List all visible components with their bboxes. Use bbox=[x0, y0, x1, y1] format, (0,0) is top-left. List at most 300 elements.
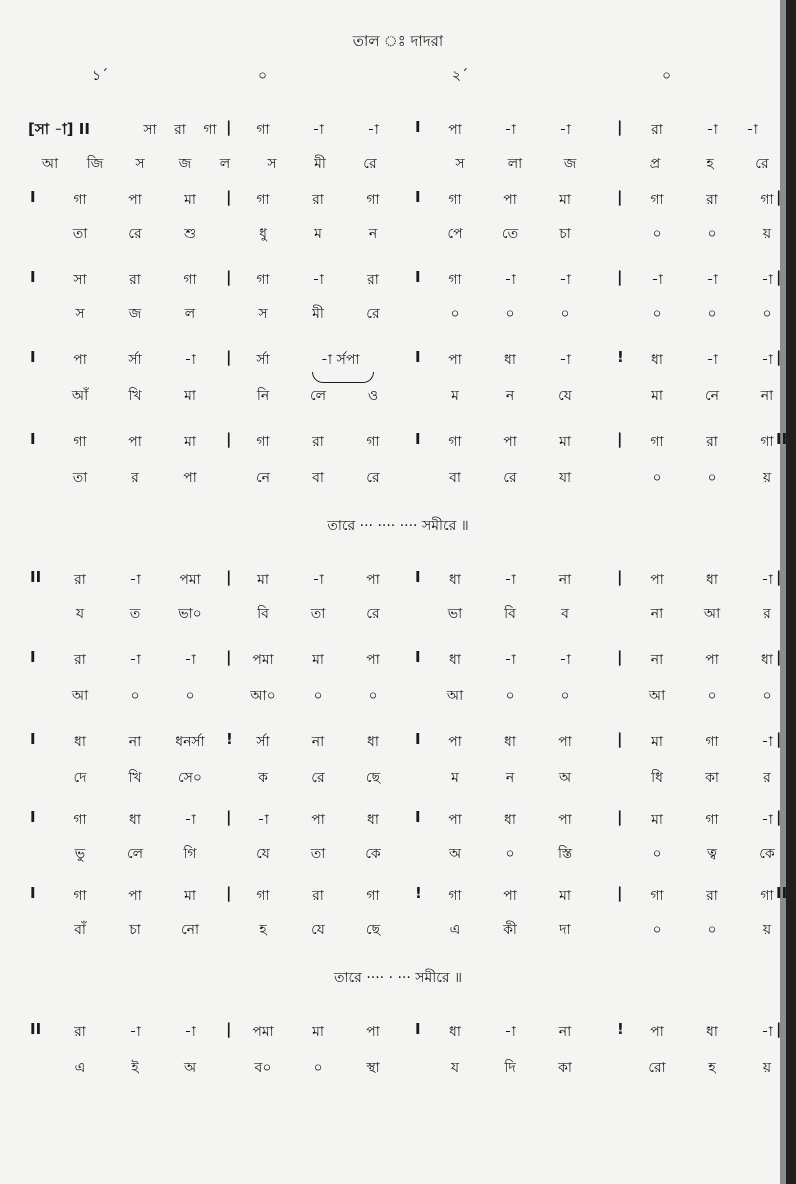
lyric-syllable: স bbox=[455, 156, 465, 172]
swara-note: পা bbox=[128, 192, 142, 208]
swara-note: -া bbox=[257, 812, 269, 828]
swara-note: সা bbox=[143, 122, 157, 138]
swara-note: -া bbox=[706, 122, 718, 138]
swara-note: পা bbox=[448, 734, 462, 750]
swara-note: রা bbox=[74, 652, 86, 668]
lyric-syllable: হ bbox=[259, 922, 267, 938]
swara-note: রা bbox=[312, 434, 324, 450]
lyric-syllable: ০ bbox=[652, 226, 662, 242]
swara-note: -া bbox=[761, 572, 773, 588]
swara-note: পমা bbox=[252, 1024, 274, 1040]
lyric-syllable: লে bbox=[309, 388, 327, 404]
lyric-syllable: এ bbox=[449, 922, 461, 938]
bar-line: I bbox=[415, 430, 421, 448]
lyric-syllable: য় bbox=[762, 922, 772, 938]
tala-mark: ২´ bbox=[452, 68, 469, 84]
swara-note: রা bbox=[174, 122, 186, 138]
lyric-syllable: আ bbox=[41, 156, 59, 172]
swara-note: গা bbox=[256, 122, 270, 138]
swara-note: মা bbox=[184, 434, 196, 450]
bar-line: I bbox=[415, 118, 421, 136]
lyric-syllable: ০ bbox=[707, 688, 717, 704]
lyric-syllable: গি bbox=[183, 846, 197, 862]
swara-note: পা bbox=[128, 888, 142, 904]
lyric-row bbox=[0, 302, 796, 322]
bar-line: | bbox=[226, 268, 232, 286]
lyric-syllable: হ bbox=[708, 1060, 716, 1076]
lyric-syllable: তা bbox=[310, 846, 326, 862]
lyric-syllable: ল bbox=[219, 156, 231, 172]
swara-note: গা bbox=[448, 888, 462, 904]
lyric-syllable: মী bbox=[314, 156, 326, 172]
row-start-marker: II bbox=[30, 568, 42, 586]
swara-note: ধা bbox=[504, 352, 516, 368]
lyric-syllable: তা bbox=[310, 606, 326, 622]
swara-row bbox=[0, 568, 796, 588]
swara-row bbox=[0, 884, 796, 904]
swara-note: -া bbox=[504, 1024, 516, 1040]
swara-note: রা bbox=[367, 272, 379, 288]
lyric-syllable: খি bbox=[128, 770, 142, 786]
swara-note: গা bbox=[650, 888, 664, 904]
lyric-syllable: তা bbox=[72, 470, 88, 486]
swara-note: গা bbox=[366, 434, 380, 450]
swara-note: র্সা bbox=[128, 352, 142, 368]
swara-row bbox=[0, 188, 796, 208]
swara-note: মা bbox=[651, 734, 663, 750]
lyric-syllable: স্থা bbox=[366, 1060, 380, 1076]
bar-line: ! bbox=[226, 730, 233, 748]
lyric-syllable: ০ bbox=[313, 688, 323, 704]
swara-note: গা bbox=[650, 434, 664, 450]
swara-note: ধা bbox=[504, 812, 516, 828]
swara-note: মা bbox=[559, 888, 571, 904]
lyric-syllable: নে bbox=[704, 388, 720, 404]
lyric-syllable: য় bbox=[762, 1060, 772, 1076]
lyric-syllable: য় bbox=[762, 226, 772, 242]
lyric-syllable: হ bbox=[706, 156, 714, 172]
swara-note: মা bbox=[184, 888, 196, 904]
lyric-syllable: বি bbox=[504, 606, 516, 622]
lyric-syllable: ০ bbox=[762, 306, 772, 322]
swara-note: পা bbox=[650, 1024, 664, 1040]
swara-note: পা bbox=[558, 734, 572, 750]
lyric-syllable: ০ bbox=[652, 846, 662, 862]
swara-note: পা bbox=[503, 888, 517, 904]
swara-note: না bbox=[311, 734, 325, 750]
swara-note: রা bbox=[312, 192, 324, 208]
swara-note: গা bbox=[760, 888, 774, 904]
swara-note: পা bbox=[448, 352, 462, 368]
swara-note: ধা bbox=[449, 1024, 461, 1040]
swara-note: পা bbox=[503, 434, 517, 450]
swara-note: -া bbox=[559, 652, 571, 668]
swara-note: রা bbox=[651, 122, 663, 138]
lyric-syllable: চা bbox=[129, 922, 141, 938]
swara-note: রা bbox=[706, 434, 718, 450]
swara-row bbox=[0, 1020, 796, 1040]
lyric-syllable: য bbox=[75, 606, 85, 622]
swara-note: পা bbox=[448, 812, 462, 828]
lyric-syllable: র bbox=[763, 770, 771, 786]
swara-note: গা bbox=[366, 888, 380, 904]
swara-row bbox=[0, 118, 796, 138]
lyric-row bbox=[0, 384, 796, 404]
swara-note: গা bbox=[448, 434, 462, 450]
swara-note: মা bbox=[257, 572, 269, 588]
lyric-syllable: লে bbox=[126, 846, 144, 862]
swara-note: পমা bbox=[179, 572, 201, 588]
lyric-syllable: ধি bbox=[651, 770, 663, 786]
lyric-row bbox=[0, 466, 796, 486]
swara-note: গা bbox=[73, 192, 87, 208]
lyric-syllable: বাঁ bbox=[74, 922, 86, 938]
lyric-syllable: য় bbox=[762, 470, 772, 486]
swara-row bbox=[0, 808, 796, 828]
tala-mark: ১´ bbox=[92, 68, 109, 84]
swara-note: -া bbox=[559, 352, 571, 368]
lyric-syllable: রে bbox=[363, 156, 377, 172]
bar-line: | bbox=[617, 268, 623, 286]
lyric-syllable: খি bbox=[128, 388, 142, 404]
lyric-syllable: ০ bbox=[130, 688, 140, 704]
refrain-line: তারে ··· ···· ···· সমীরে ॥ bbox=[327, 518, 469, 534]
lyric-syllable: ক bbox=[258, 770, 268, 786]
swara-note: -া bbox=[761, 1024, 773, 1040]
page-title: তাল ঃ দাদরা bbox=[352, 32, 444, 50]
bar-line: | bbox=[226, 1020, 232, 1038]
lyric-syllable: ০ bbox=[652, 470, 662, 486]
lyric-syllable: কা bbox=[558, 1060, 572, 1076]
row-end-marker: | bbox=[776, 1020, 782, 1038]
lyric-syllable: রে bbox=[755, 156, 769, 172]
lyric-row bbox=[0, 766, 796, 786]
bar-line: | bbox=[226, 568, 232, 586]
lyric-syllable: য bbox=[450, 1060, 460, 1076]
lyric-syllable: সে০ bbox=[177, 770, 203, 786]
bar-line: | bbox=[617, 118, 623, 136]
row-end-marker: | bbox=[776, 348, 782, 366]
bar-line: | bbox=[226, 348, 232, 366]
lyric-syllable: অ bbox=[183, 1060, 197, 1076]
lyric-syllable: মা bbox=[651, 388, 663, 404]
swara-note: গা bbox=[256, 272, 270, 288]
swara-note: ধা bbox=[706, 572, 718, 588]
lyric-syllable: মা bbox=[184, 388, 196, 404]
lyric-syllable: ম bbox=[451, 388, 459, 404]
swara-note: -া bbox=[184, 1024, 196, 1040]
swara-note: -া bbox=[504, 122, 516, 138]
swara-note: -া bbox=[746, 122, 758, 138]
row-end-marker: | bbox=[776, 808, 782, 826]
lyric-syllable: দা bbox=[559, 922, 571, 938]
swara-note: র্সা bbox=[256, 734, 270, 750]
bar-line: | bbox=[617, 648, 623, 666]
refrain-line: তারে ···· · ··· সমীরে ॥ bbox=[333, 970, 463, 986]
row-end-marker: | bbox=[776, 568, 782, 586]
bar-line: | bbox=[617, 884, 623, 902]
bar-line: I bbox=[415, 188, 421, 206]
row-start-marker: II bbox=[30, 1020, 42, 1038]
lyric-syllable: জ bbox=[128, 306, 142, 322]
bar-line: I bbox=[415, 348, 421, 366]
bar-line: | bbox=[226, 884, 232, 902]
bar-line: | bbox=[617, 430, 623, 448]
swara-note: -া bbox=[651, 272, 663, 288]
swara-note: ধা bbox=[449, 652, 461, 668]
swara-note: -া bbox=[504, 572, 516, 588]
swara-note: -া bbox=[184, 812, 196, 828]
lyric-syllable: স bbox=[258, 306, 268, 322]
swara-note: রা bbox=[129, 272, 141, 288]
swara-note: পা bbox=[366, 1024, 380, 1040]
swara-note: ধা bbox=[761, 652, 773, 668]
lyric-syllable: না bbox=[760, 388, 774, 404]
lyric-syllable: ন bbox=[505, 388, 515, 404]
swara-note: -া bbox=[761, 352, 773, 368]
swara-note: গা bbox=[650, 192, 664, 208]
bar-line: | bbox=[226, 188, 232, 206]
lyric-syllable: শু bbox=[183, 226, 197, 242]
lyric-syllable: স bbox=[267, 156, 277, 172]
swara-note: রা bbox=[74, 572, 86, 588]
swara-note: গা bbox=[256, 192, 270, 208]
swara-note: ধা bbox=[504, 734, 516, 750]
tala-mark: ০ bbox=[662, 68, 672, 84]
bar-line: | bbox=[226, 430, 232, 448]
lyric-syllable: ই bbox=[131, 1060, 139, 1076]
lyric-syllable: কে bbox=[365, 846, 381, 862]
swara-note: গা bbox=[705, 734, 719, 750]
swara-note: পমা bbox=[252, 652, 274, 668]
swara-note: -া র্সপা bbox=[320, 352, 360, 368]
lyric-syllable: লা bbox=[507, 156, 523, 172]
lyric-syllable: তে bbox=[501, 226, 519, 242]
swara-note: মা bbox=[559, 192, 571, 208]
lyric-syllable: ০ bbox=[652, 922, 662, 938]
lyric-syllable: নি bbox=[256, 388, 270, 404]
lyric-syllable: আঁ bbox=[71, 388, 89, 404]
lyric-syllable: যে bbox=[558, 388, 572, 404]
swara-note: গা bbox=[760, 434, 774, 450]
lyric-syllable: ভা bbox=[447, 606, 463, 622]
lyric-syllable: এ bbox=[74, 1060, 86, 1076]
swara-note: ধা bbox=[449, 572, 461, 588]
lyric-syllable: রে bbox=[311, 770, 325, 786]
swara-row bbox=[0, 430, 796, 450]
row-start-marker: I bbox=[30, 648, 36, 666]
swara-row bbox=[0, 268, 796, 288]
swara-note: রা bbox=[706, 192, 718, 208]
row-end-marker: | bbox=[776, 268, 782, 286]
swara-note: -া bbox=[761, 812, 773, 828]
bar-line: I bbox=[415, 268, 421, 286]
lyric-syllable: অ bbox=[558, 770, 572, 786]
bar-line: | bbox=[226, 118, 232, 136]
swara-note: র্সা bbox=[256, 352, 270, 368]
bar-line: I bbox=[415, 730, 421, 748]
lyric-syllable: রে bbox=[366, 306, 380, 322]
lyric-syllable: ব০ bbox=[254, 1060, 272, 1076]
row-start-marker: I bbox=[30, 268, 36, 286]
lyric-syllable: ০ bbox=[707, 470, 717, 486]
lyric-syllable: স্তি bbox=[557, 846, 573, 862]
lyric-syllable: রো bbox=[648, 1060, 666, 1076]
lyric-syllable: আ bbox=[71, 688, 89, 704]
swara-row bbox=[0, 730, 796, 750]
swara-note: -া bbox=[504, 652, 516, 668]
lyric-syllable: ০ bbox=[652, 306, 662, 322]
swara-row bbox=[0, 648, 796, 668]
row-end-marker: | bbox=[776, 188, 782, 206]
lyric-syllable: আ০ bbox=[250, 688, 276, 704]
lyric-syllable: ও bbox=[367, 388, 379, 404]
swara-note: ধনর্সা bbox=[175, 734, 205, 750]
bar-line: | bbox=[617, 568, 623, 586]
lyric-syllable: ত্ব bbox=[707, 846, 717, 862]
swara-note: গা bbox=[183, 272, 197, 288]
swara-note: রা bbox=[312, 888, 324, 904]
swara-note: না bbox=[650, 652, 664, 668]
lyric-syllable: রে bbox=[503, 470, 517, 486]
swara-note: -া bbox=[129, 1024, 141, 1040]
swara-note: গা bbox=[448, 192, 462, 208]
slur-mark bbox=[312, 372, 374, 383]
swara-note: -া bbox=[706, 272, 718, 288]
bar-line: I bbox=[415, 808, 421, 826]
lyric-syllable: ০ bbox=[313, 1060, 323, 1076]
swara-note: রা bbox=[706, 888, 718, 904]
swara-note: পা bbox=[128, 434, 142, 450]
swara-note: না bbox=[128, 734, 142, 750]
bar-line: ! bbox=[415, 884, 422, 902]
lyric-syllable: ০ bbox=[505, 846, 515, 862]
swara-note: মা bbox=[312, 652, 324, 668]
swara-note: -া bbox=[706, 352, 718, 368]
lyric-syllable: দি bbox=[504, 1060, 516, 1076]
lyric-syllable: পা bbox=[183, 470, 197, 486]
row-start-marker: I bbox=[30, 884, 36, 902]
swara-note: পা bbox=[366, 572, 380, 588]
lyric-syllable: ০ bbox=[762, 688, 772, 704]
swara-note: -া bbox=[184, 352, 196, 368]
row-end-marker: | bbox=[776, 730, 782, 748]
swara-note: গা bbox=[705, 812, 719, 828]
swara-note: গা bbox=[448, 272, 462, 288]
lyric-syllable: যে bbox=[311, 922, 325, 938]
swara-note: -া bbox=[504, 272, 516, 288]
lyric-syllable: না bbox=[650, 606, 664, 622]
bar-line: | bbox=[226, 648, 232, 666]
swara-note: না bbox=[558, 1024, 572, 1040]
lyric-syllable: বি bbox=[257, 606, 269, 622]
lyric-row bbox=[0, 918, 796, 938]
lyric-syllable: যে bbox=[256, 846, 270, 862]
lyric-syllable: দে bbox=[73, 770, 87, 786]
swara-note: পা bbox=[73, 352, 87, 368]
lyric-syllable: প্র bbox=[649, 156, 661, 172]
lyric-syllable: জ bbox=[178, 156, 192, 172]
swara-note: পা bbox=[705, 652, 719, 668]
bar-line: ! bbox=[617, 348, 624, 366]
row-end-marker: | bbox=[776, 648, 782, 666]
swara-note: গা bbox=[73, 888, 87, 904]
swara-note: -া bbox=[761, 734, 773, 750]
swara-note: -া bbox=[761, 272, 773, 288]
lyric-syllable: বা bbox=[449, 470, 461, 486]
swara-note: গা bbox=[256, 434, 270, 450]
lyric-syllable: ০ bbox=[505, 688, 515, 704]
swara-note: পা bbox=[503, 192, 517, 208]
swara-note: ধা bbox=[129, 812, 141, 828]
lyric-row bbox=[0, 602, 796, 622]
lyric-syllable: জি bbox=[86, 156, 104, 172]
swara-note: না bbox=[558, 572, 572, 588]
swara-note: পা bbox=[448, 122, 462, 138]
bar-line: | bbox=[617, 188, 623, 206]
bar-line: I bbox=[415, 568, 421, 586]
lyric-syllable: রে bbox=[128, 226, 142, 242]
bar-line: I bbox=[415, 1020, 421, 1038]
row-start-marker: I bbox=[30, 730, 36, 748]
swara-note: গা bbox=[760, 192, 774, 208]
lyric-syllable: ০ bbox=[707, 226, 717, 242]
swara-note: -া bbox=[312, 572, 324, 588]
swara-note: ধা bbox=[706, 1024, 718, 1040]
swara-note: গা bbox=[366, 192, 380, 208]
row-start-marker: I bbox=[30, 808, 36, 826]
bar-line: | bbox=[226, 808, 232, 826]
bar-line: I bbox=[415, 648, 421, 666]
swara-note: -া bbox=[367, 122, 379, 138]
row-start-marker: I bbox=[30, 188, 36, 206]
lyric-syllable: ০ bbox=[707, 922, 717, 938]
swara-note: রা bbox=[74, 1024, 86, 1040]
lyric-row bbox=[0, 842, 796, 862]
swara-note: -া bbox=[312, 272, 324, 288]
swara-note: মা bbox=[651, 812, 663, 828]
lyric-syllable: ০ bbox=[505, 306, 515, 322]
lyric-syllable: ০ bbox=[707, 306, 717, 322]
lyric-syllable: ছে bbox=[365, 770, 381, 786]
lyric-syllable: ধু bbox=[259, 226, 267, 242]
swara-note: -া bbox=[559, 272, 571, 288]
swara-note: -া bbox=[129, 572, 141, 588]
lyric-syllable: কা bbox=[705, 770, 719, 786]
tala-marks bbox=[0, 64, 796, 88]
page-edge-shadow bbox=[786, 0, 796, 1184]
swara-note: পা bbox=[650, 572, 664, 588]
lyric-syllable: নে bbox=[255, 470, 271, 486]
lyric-syllable: ০ bbox=[560, 306, 570, 322]
swara-note: গা bbox=[203, 122, 217, 138]
swara-note: পা bbox=[311, 812, 325, 828]
swara-note: গা bbox=[73, 812, 87, 828]
lyric-syllable: নো bbox=[180, 922, 200, 938]
swara-note: গা bbox=[256, 888, 270, 904]
tala-mark: ০ bbox=[258, 68, 268, 84]
lyric-syllable: ন bbox=[505, 770, 515, 786]
lyric-syllable: ভু bbox=[74, 846, 86, 862]
swara-note: গা bbox=[73, 434, 87, 450]
lyric-syllable: তা bbox=[72, 226, 88, 242]
swara-note: মা bbox=[312, 1024, 324, 1040]
row-start-marker: I bbox=[30, 430, 36, 448]
bar-line: | bbox=[617, 730, 623, 748]
swara-note: ধা bbox=[74, 734, 86, 750]
lyric-syllable: বা bbox=[312, 470, 324, 486]
lyric-syllable: চা bbox=[559, 226, 571, 242]
